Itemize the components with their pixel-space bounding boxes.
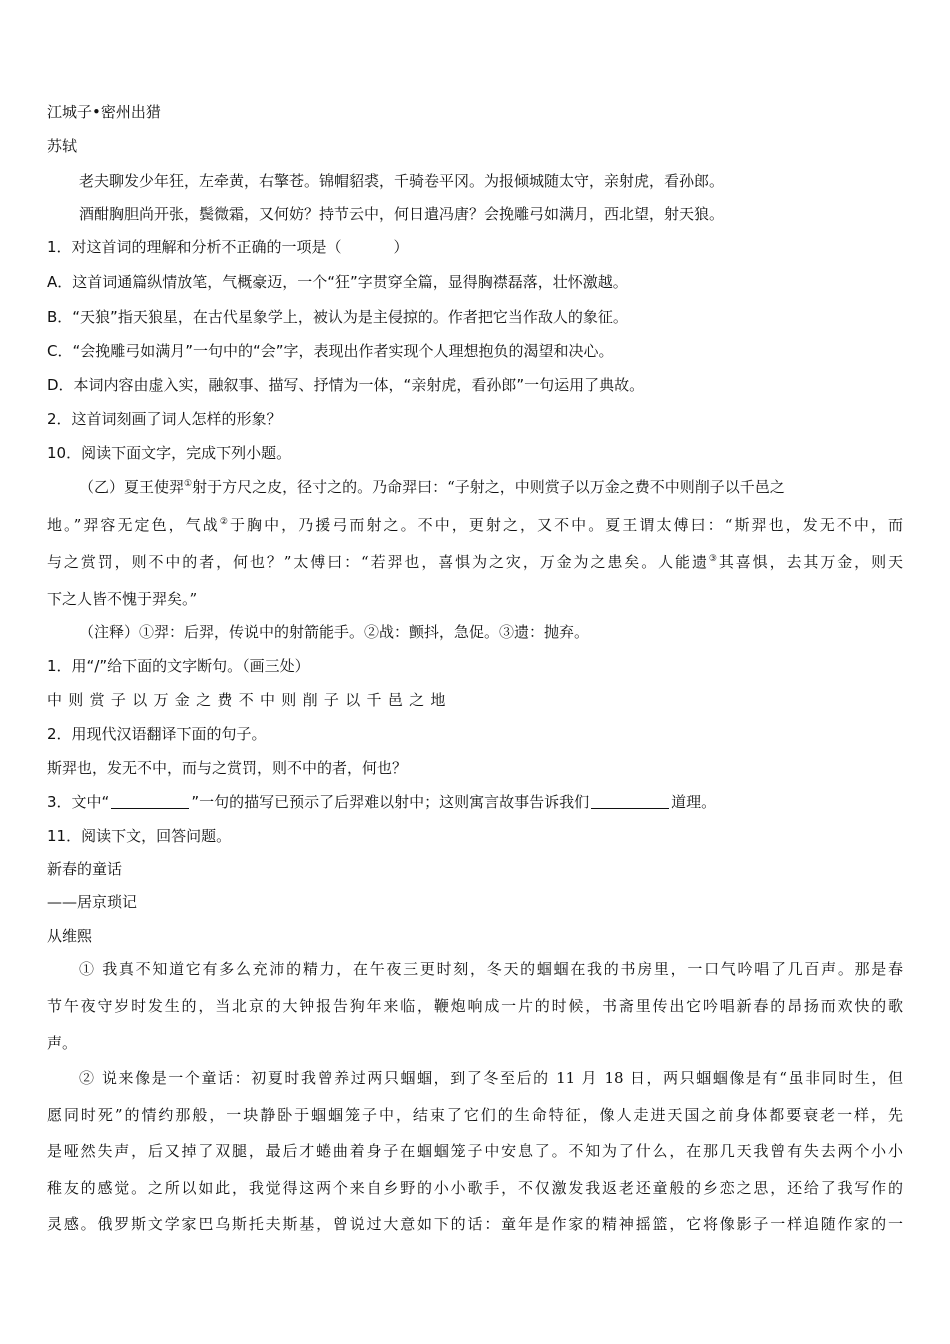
article-line: 灵感。俄罗斯文学家巴乌斯托夫斯基，曾说过大意如下的话：童年是作家的精神摇篮，它将像影子一样追随作家的一 (47, 1215, 903, 1233)
question-3: 3．文中“ ”一句的描写已预示了后羿难以射中；这则寓言故事告诉我们 道理。 (47, 793, 717, 811)
article-title: 新春的童话 (47, 860, 123, 878)
question-2: 2．这首词刻画了词人怎样的形象？ (47, 410, 282, 428)
poem-title: 江城子•密州出猎 (47, 103, 161, 121)
punctuation-text: 中则赏子以万金之费不中则削子以千邑之地 (47, 691, 452, 709)
question-2: 2．用现代汉语翻译下面的句子。 (47, 725, 267, 743)
option-b: B．“天狼”指天狼星，在古代星象学上，被认为是主侵掠的。作者把它当作敌人的象征。 (47, 308, 628, 326)
passage-line: 与之赏罚，则不中的者，何也？”太傅曰：“若羿也，喜惧为之灾，万金为之患矣。人能遗③其喜惧，去其万金，则天 (47, 553, 903, 571)
annotation: （注释）①羿：后羿，传说中的射箭能手。②战：颤抖，急促。③遗：抛弃。 (79, 623, 590, 641)
question-1: 1．用“/”给下面的文字断句。（画三处） (47, 657, 310, 675)
poem-line: 老夫聊发少年狂，左牵黄，右擎苍。锦帽貂裘，千骑卷平冈。为报倾城随太守，亲射虎，看孙郎。 (79, 172, 725, 190)
article-line: 是哑然失声，后又掉了双腿，最后才蜷曲着身子在蝈蝈笼子中安息了。不知为了什么，在那几天我曾有失去两个小小 (47, 1142, 903, 1160)
article-line: 愿同时死”的情约那般，一块静卧于蝈蝈笼子中，结束了它们的生命特征，像人走进天国之前身体都要衰老一样，先 (47, 1106, 903, 1124)
option-c: C．“会挽雕弓如满月”一句中的“会”字，表现出作者实现个人理想抱负的渴望和决心。 (47, 342, 614, 360)
question-stem: 1．对这首词的理解和分析不正确的一项是（ ） (47, 238, 409, 256)
answer-blank[interactable] (591, 792, 669, 809)
article-line: 节午夜守岁时发生的，当北京的大钟报告狗年来临，鞭炮响成一片的时候，书斋里传出它吟唱新春的昂扬而欢快的歌 (47, 997, 903, 1015)
poem-line: 酒酣胸胆尚开张，鬓微霜，又何妨？持节云中，何日遣冯唐？会挽雕弓如满月，西北望，射天狼。 (79, 205, 725, 223)
option-a: A．这首词通篇纵情放笔，气概豪迈，一个“狂”字贯穿全篇，显得胸襟磊落，壮怀激越。 (47, 273, 628, 291)
passage-line: 下之人皆不愧于羿矣。” (47, 590, 198, 608)
poem-author: 苏轼 (47, 137, 78, 155)
article-subtitle: ——居京琐记 (47, 893, 138, 911)
answer-blank[interactable] (111, 792, 189, 809)
article-line: 稚友的感觉。之所以如此，我觉得这两个来自乡野的小小歌手，不仅激发我返老还童般的乡恋之思，还给了我写作的 (47, 1179, 903, 1197)
passage-line: （乙）夏王使羿①射于方尺之皮，径寸之的。乃命羿曰：“子射之，中则赏子以万金之费不中则削子以千邑之 (79, 478, 785, 496)
translation-text: 斯羿也，发无不中，而与之赏罚，则不中的者，何也？ (47, 759, 408, 777)
article-line: 声。 (47, 1034, 78, 1052)
article-line: ② 说来像是一个童话：初夏时我曾养过两只蝈蝈，到了冬至后的 11 月 18 日，两只蝈蝈像是有“虽非同时生，但 (79, 1069, 903, 1087)
article-line: ① 我真不知道它有多么充沛的精力，在午夜三更时刻，冬天的蝈蝈在我的书房里，一口气吟唱了几百声。那是春 (79, 960, 903, 978)
passage-line: 地。”羿容无定色，气战②于胸中，乃援弓而射之。不中，更射之，又不中。夏王谓太傅曰：“斯羿也，发无不中，而 (47, 516, 903, 534)
section-heading: 11．阅读下文，回答问题。 (47, 827, 232, 845)
article-author: 从维熙 (47, 927, 93, 945)
option-d: D．本词内容由虚入实，融叙事、描写、抒情为一体，“亲射虎，看孙郎”一句运用了典故。 (47, 376, 645, 394)
section-heading: 10．阅读下面文字，完成下列小题。 (47, 444, 292, 462)
